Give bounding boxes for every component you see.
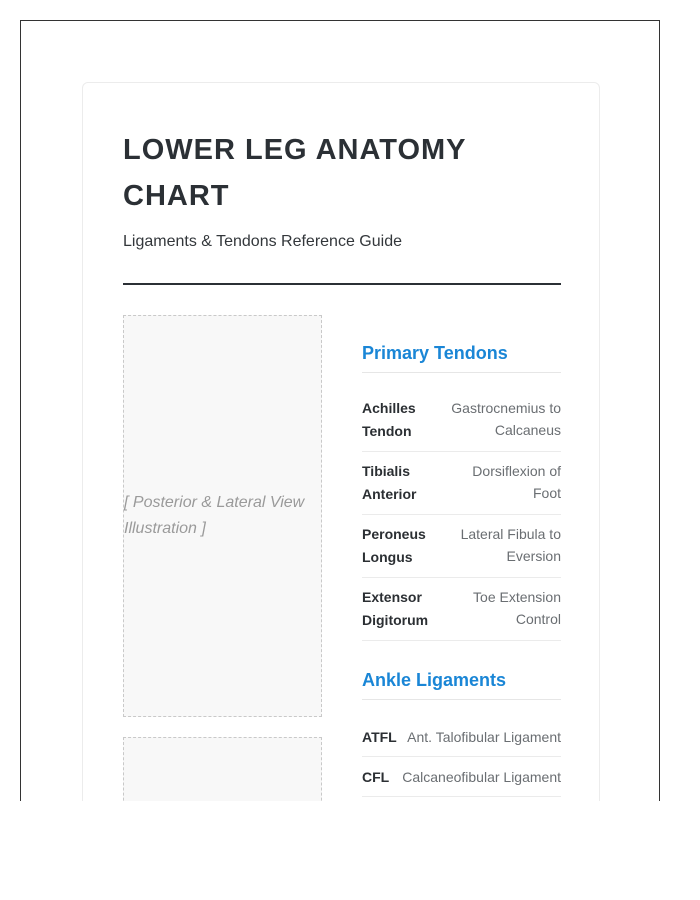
page-title: LOWER LEG ANATOMY CHART	[123, 134, 466, 212]
tendon-name: Tibialis Anterior	[362, 463, 417, 502]
tendon-desc: Toe Extension Control	[473, 589, 561, 627]
tendon-desc: Gastrocnemius to Calcaneus	[451, 400, 561, 438]
page-subtitle: Ligaments & Tendons Reference Guide	[123, 233, 402, 250]
tendon-name: Achilles Tendon	[362, 400, 416, 439]
ligament-desc: Calcaneofibular Ligament	[402, 769, 561, 785]
tendons-heading: Primary Tendons	[362, 343, 561, 373]
tendon-desc: Lateral Fibula to Eversion	[460, 526, 561, 564]
illustration-placeholder-text: [ Posterior & Lateral View Illustration ]	[124, 494, 305, 537]
ligament-abbr: ATFL	[362, 729, 397, 745]
tendon-name: Peroneus Longus	[362, 526, 426, 565]
tendon-row	[362, 515, 561, 578]
tendon-desc: Dorsiflexion of Foot	[472, 463, 561, 501]
ligament-desc: Ant. Talofibular Ligament	[407, 729, 561, 745]
page-frame	[20, 20, 660, 801]
illustration-placeholder	[123, 315, 322, 717]
ligament-row	[362, 757, 561, 797]
tendon-row	[362, 389, 561, 452]
tendon-name: Extensor Digitorum	[362, 589, 429, 628]
ligaments-heading: Ankle Ligaments	[362, 670, 561, 700]
ligament-row	[362, 717, 561, 757]
tendon-row	[362, 452, 561, 515]
ligament-abbr: CFL	[362, 769, 390, 785]
secondary-illustration-placeholder	[123, 737, 322, 801]
tendon-row	[362, 578, 561, 641]
chart-card	[82, 82, 600, 801]
title-divider	[123, 283, 561, 285]
